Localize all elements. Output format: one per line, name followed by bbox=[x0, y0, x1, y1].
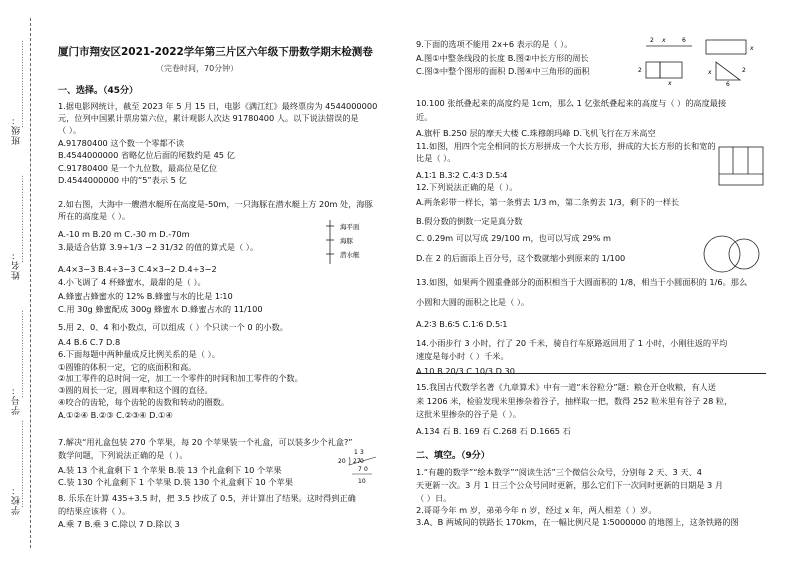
label-sea-level: 海平面 bbox=[340, 223, 360, 231]
right-text-line: C.图③中整个图形的面积 D.图④中三角形的面积 bbox=[416, 66, 590, 76]
exam-subtitle: （完卷时间，70分钟） bbox=[156, 64, 239, 73]
left-text-line: B.4544000000 省略亿位后面的尾数约是 45 亿 bbox=[58, 150, 235, 160]
right-text-line: 1.“有趣的数学”“绘本数学”“阅读生活”三个微信公众号，分别每 2 天、3 天、4 bbox=[416, 467, 702, 477]
dividend: 27 bbox=[353, 458, 361, 465]
step-digit: 0 bbox=[364, 466, 368, 473]
division-figure bbox=[336, 447, 382, 491]
right-text-line: A.旗杆 B.250 层的摩天大楼 C.珠穆朗玛峰 D.飞机飞行在万米高空 bbox=[416, 128, 656, 138]
binding-dots: …………………………… bbox=[20, 40, 29, 128]
right-text-line: D.在 2 的后面添上百分号，这个数就缩小到原来的 1/100 bbox=[416, 253, 626, 263]
left-text-line: A.-10 m B.20 m C.-30 m D.-70m bbox=[58, 229, 190, 239]
left-text-line: C.用 30g 蜂蜜配成 300g 蜂蜜水 D.蜂蜜占水的 11/100 bbox=[58, 304, 263, 314]
right-text-line: 比是（ ）。 bbox=[416, 153, 456, 163]
left-text-line: C.91780400 是一个九位数，最高位是亿位 bbox=[58, 163, 218, 173]
binding-label-number: 学号： bbox=[12, 385, 22, 415]
divisor: 20 bbox=[338, 458, 346, 465]
binding-strip bbox=[0, 0, 40, 562]
question11-figure bbox=[718, 146, 766, 188]
left-text-line: ②加工零件的总时间一定，加工一个零件的时间和加工零件的个数。 bbox=[58, 373, 303, 383]
label-6: 6 bbox=[682, 37, 686, 44]
left-text-line: D.4544000000 中的“5”表示 5 亿 bbox=[58, 175, 187, 185]
right-text-line: 14.小雨步行 3 小时，行了 20 千米，骑自行车原路返回用了 1 小时，小刚往返的平均 bbox=[416, 338, 728, 348]
right-text-line: A.134 石 B. 169 石 C.268 石 D.1665 石 bbox=[416, 426, 571, 436]
left-text-line: 元，位列中国累计票房第六位，累计观影人次达 91780400 人。以下说法错误的是 bbox=[58, 113, 359, 123]
label-x: x bbox=[750, 45, 754, 52]
right-text-line: （ ）日。 bbox=[416, 493, 452, 503]
right-text-line: 13.如图，如果两个圆重叠部分的面积相当于大圆面积的 1/8，相当于小圆面积的 1/6。那么 bbox=[416, 277, 748, 287]
right-text-line: 小圆和大圆的面积之比是（ ）。 bbox=[416, 297, 530, 307]
right-text-line: C. 0.29m 可以写成 29/100 m，也可以写成 29% m bbox=[416, 233, 611, 243]
right-text-line: A.10 B.20/3 C.10/3 D.30 bbox=[416, 366, 515, 376]
label-2: 2 bbox=[650, 37, 654, 44]
label-2: 2 bbox=[638, 67, 642, 74]
left-text-line: 一、选择。（45分） bbox=[58, 86, 139, 96]
rectangle-figure-3b bbox=[660, 62, 682, 78]
right-text-line: 9.下面的选项不能用 2x+6 表示的是（ ）。 bbox=[416, 39, 573, 49]
label-x: x bbox=[708, 69, 712, 76]
binding-label-school: 学校： bbox=[12, 485, 22, 515]
right-text-line: 这批米里掺杂的谷子是（ ）。 bbox=[416, 409, 521, 419]
right-text-line: 3.A、B 两城间的铁路长 170km，在一幅比例尺是 1∶5000000 的地图上，这条铁路的图 bbox=[416, 517, 739, 527]
left-text-line: 数学问题，下列说法正确的是（ ）。 bbox=[58, 450, 188, 460]
left-text-line: A.4 B.6 C.7 D.8 bbox=[58, 337, 121, 347]
right-text-line: 二、填空。（9分） bbox=[416, 451, 490, 461]
label-dolphin: 海豚 bbox=[340, 237, 353, 245]
binding-label-class: 班级： bbox=[12, 115, 22, 145]
right-text-line: 天更新一次。3 月 1 日三个公众号同时更新，那么它们下一次同时更新的日期是 3 月 bbox=[416, 480, 724, 490]
question13-circles bbox=[700, 232, 766, 276]
left-text-line: A.①②④ B.②③ C.②③④ D.①④ bbox=[58, 410, 173, 420]
exam-title: 厦门市翔安区2021-2022学年第三片区六年级下册数学期末检测卷 bbox=[58, 46, 373, 58]
right-text-line: A.1∶1 B.3∶2 C.4∶3 D.5∶4 bbox=[416, 170, 508, 180]
binding-dots: …………………………… bbox=[20, 310, 29, 398]
quotient-digit: 1 bbox=[354, 449, 358, 456]
binding-label-name: 姓名： bbox=[12, 250, 22, 280]
submarine-figure bbox=[320, 216, 380, 268]
big-rectangle bbox=[719, 147, 763, 185]
left-text-line: 8. 乐乐在计算 435÷3.5 时，把 3.5 抄成了 0.5，并计算出了结果。这时得到正确 bbox=[58, 493, 356, 503]
dividend-digit: 0 bbox=[360, 458, 364, 465]
right-text-line: B.假分数的倒数一定是真分数 bbox=[416, 216, 523, 226]
remainder: 10 bbox=[358, 478, 366, 485]
left-text-line: 5.用 2、0、4 和小数点，可以组成（ ）个只读一个 0 的小数。 bbox=[58, 322, 288, 332]
label-x: x bbox=[668, 80, 672, 86]
label-submarine: 潜水艇 bbox=[340, 251, 360, 259]
small-circle bbox=[729, 239, 759, 269]
right-text-line: A.2∶3 B.6∶5 C.1∶6 D.5∶1 bbox=[416, 319, 508, 329]
left-text-line: 4.小飞调了 4 杯蜂蜜水，最甜的是（ ）。 bbox=[58, 277, 206, 287]
left-text-line: A.4×3−3 B.4÷3−3 C.4×3−2 D.4÷3−2 bbox=[58, 264, 217, 274]
left-text-line: A.装 13 个礼盒剩下 1 个苹果 B.装 13 个礼盒剩下 10 个苹果 bbox=[58, 465, 282, 475]
left-text-line: A.乘 7 B.乘 3 C.除以 7 D.除以 3 bbox=[58, 519, 180, 529]
right-text-line: 12.下列说法正确的是（ ）。 bbox=[416, 182, 518, 192]
left-text-line: 3.最适合估算 3.9÷1/3 −2 31/32 的值的算式是（ ）。 bbox=[58, 242, 259, 252]
left-text-line: 1.据电影网统计，截至 2023 年 5 月 15 日，电影《满江红》最终票房为 4544000000 bbox=[58, 101, 378, 111]
rectangle-figure-3a bbox=[646, 62, 660, 78]
left-text-line: 6.下面每题中两种量成反比例关系的是（ ）。 bbox=[58, 349, 220, 359]
left-text-line: ①圆锥的体积一定，它的底面积和高。 bbox=[58, 362, 197, 372]
question9-figures bbox=[636, 36, 766, 86]
right-text-line: 11.如图，用四个完全相同的长方形拼成一个大长方形，拼成的大长方形的长和宽的 bbox=[416, 141, 716, 151]
right-text-line: 速度是每小时（ ）千米。 bbox=[416, 351, 509, 361]
triangle-figure-4 bbox=[716, 62, 740, 80]
left-text-line: （ ）。 bbox=[58, 125, 82, 135]
right-text-line: A.图①中整条线段的长度 B.图②中长方形的周长 bbox=[416, 53, 589, 63]
right-text-line: 来 1206 米，检验发现米里掺杂着谷子，抽样取一把，数得 252 粒米里有谷子 28 粒， bbox=[416, 396, 733, 406]
rectangle-figure-2 bbox=[706, 40, 746, 54]
label-x: x bbox=[662, 37, 666, 44]
left-text-line: A.蜂蜜占蜂蜜水的 12% B.蜂蜜与水的比是 1∶10 bbox=[58, 291, 233, 301]
section-divider bbox=[416, 373, 766, 374]
left-text-line: 的结果应该将（ ）。 bbox=[58, 506, 131, 516]
binding-dots: …………………………… bbox=[20, 420, 29, 508]
right-text-line: A.两条彩带一样长，第一条剪去 1/3 m，第二条剪去 1/3，剩下的一样长 bbox=[416, 197, 680, 207]
right-text-line: 10.100 张纸叠起来的高度约是 1cm，那么 1 亿张纸叠起来的高度与（ ）的高度最接 bbox=[416, 98, 727, 108]
left-text-line: 7.解决“用礼盒包装 270 个苹果，每 20 个苹果装一个礼盒，可以装多少个礼盒?” bbox=[58, 437, 353, 447]
large-circle bbox=[704, 236, 740, 272]
right-text-line: 近。 bbox=[416, 112, 433, 122]
right-text-line: 15.我国古代数学名著《九章算术》中有一道“米谷粒分”题：粮仓开仓收粮，有人送 bbox=[416, 382, 716, 392]
label-6: 6 bbox=[726, 81, 730, 86]
left-text-line: 2.如右图，大海中一艘潜水艇所在高度是-50m，一只海豚在潜水艇上方 20m 处，海豚 bbox=[58, 199, 373, 209]
left-text-line: C.装 130 个礼盒剩下 1 个苹果 D.装 130 个礼盒剩下 10 个苹果 bbox=[58, 477, 293, 487]
left-text-line: 所在的高度是（ ）。 bbox=[58, 211, 131, 221]
binding-dots: …………………………… bbox=[20, 175, 29, 263]
binding-dashed-line bbox=[30, 18, 31, 548]
label-2: 2 bbox=[742, 67, 746, 74]
right-text-line: 2.哥哥今年 m 岁，弟弟今年 n 岁，经过 x 年，两人相差（ ）岁。 bbox=[416, 505, 657, 515]
quotient-digit: 3 bbox=[360, 449, 364, 456]
left-text-line: A.91780400 这个数一个零都不读 bbox=[58, 138, 185, 148]
left-text-line: ④咬合的齿轮，每个齿轮的齿数和转动的圈数。 bbox=[58, 397, 230, 407]
step-digit: 7 bbox=[358, 466, 362, 473]
left-text-line: ③圆的周长一定，圆周率和这个圆的直径。 bbox=[58, 385, 213, 395]
